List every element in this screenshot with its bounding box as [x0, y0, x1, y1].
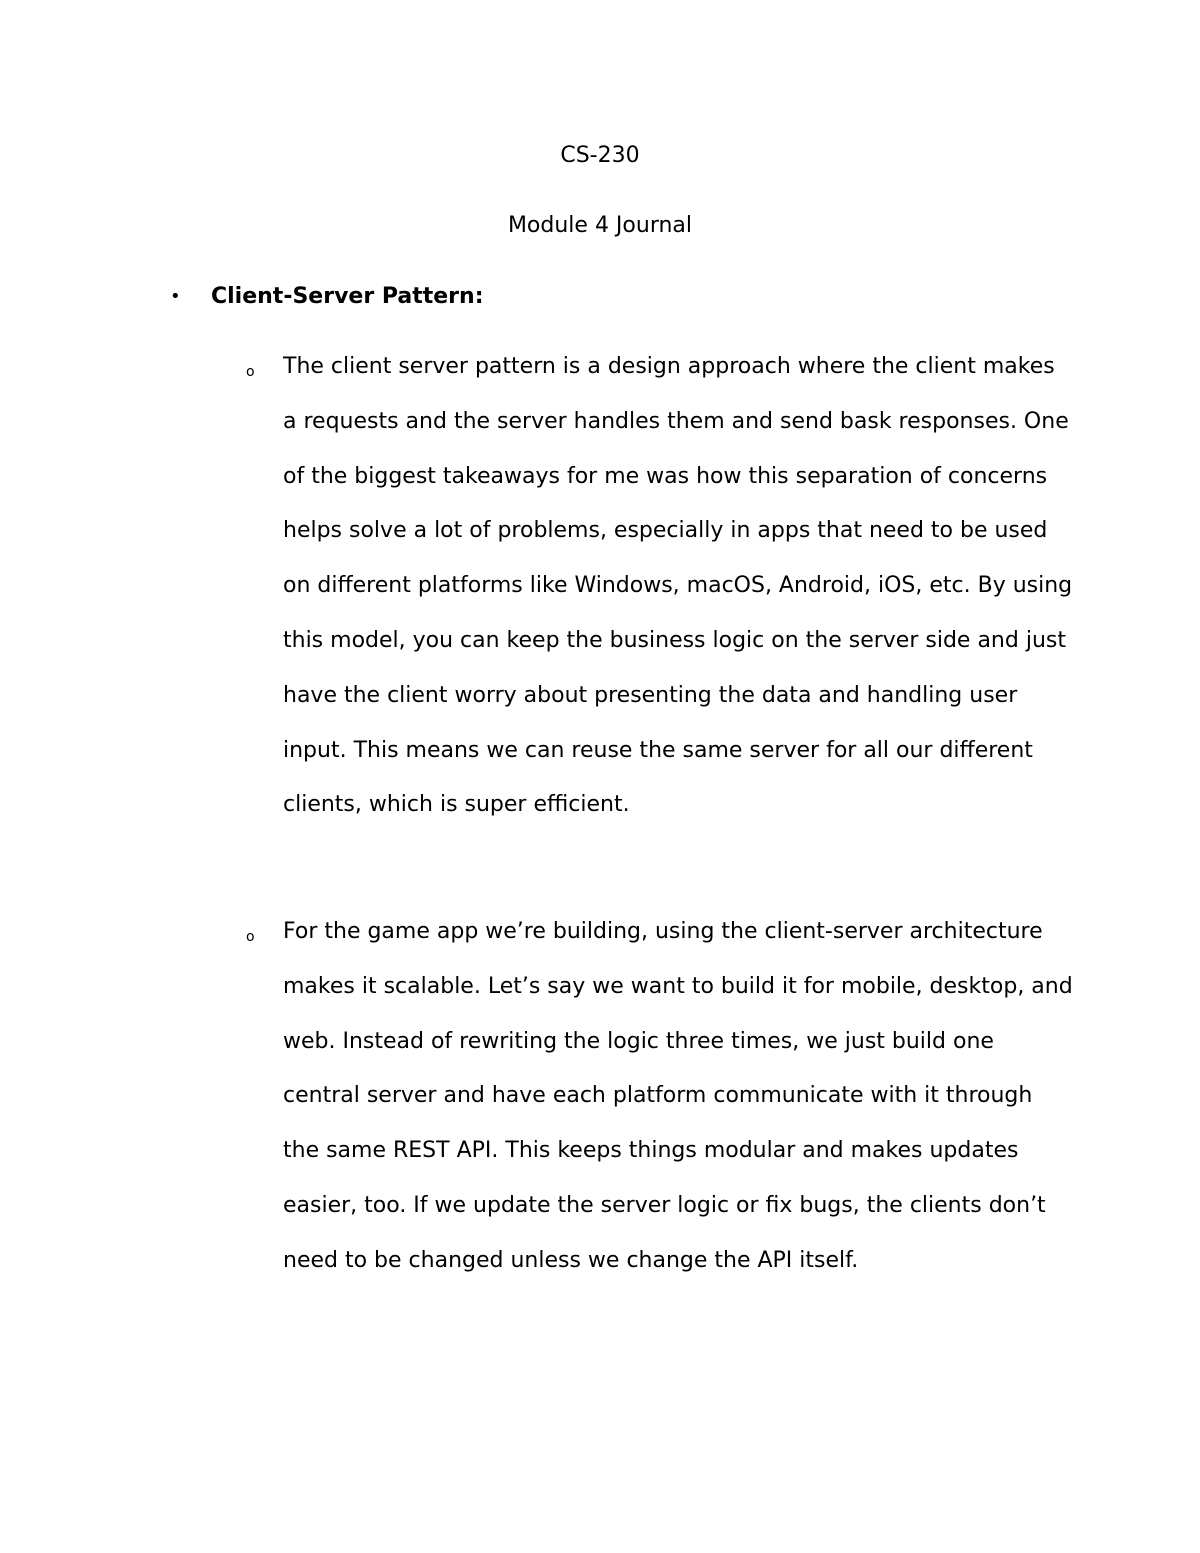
bullet-icon: • [170, 286, 181, 307]
paragraph: The client server pattern is a design approach where the client makes a requests and the server handles them and send bask responses. One of the biggest takeaways for me was how this separation of concerns helps solve a lot of problems, especially in apps that need to be used on different platforms like Windows, macOS, Android, iOS, etc. By using this model, you can keep the business logic on the server side and just have the client worry about presenting the data and handling user input. This means we can reuse the same server for all our different clients, which is super efficient. [283, 354, 1073, 818]
sub-bullet-icon: o [246, 929, 255, 945]
course-code: CS-230 [560, 143, 640, 168]
section-heading: Client-Server Pattern: [211, 284, 484, 309]
document-title: Module 4 Journal [507, 213, 693, 238]
sub-bullet-icon: o [246, 364, 255, 380]
paragraph: For the game app we’re building, using the client-server architecture makes it scalable. Let’s say we want to build it for mobile, desktop, and web. Instead of rewriting the logic three times, we just build one central server and have each platform communicate with it through the same REST API. This keeps things modular and makes updates easier, too. If we update the server logic or fix bugs, the clients don’t need to be changed unless we change the API itself. [283, 919, 1073, 1273]
